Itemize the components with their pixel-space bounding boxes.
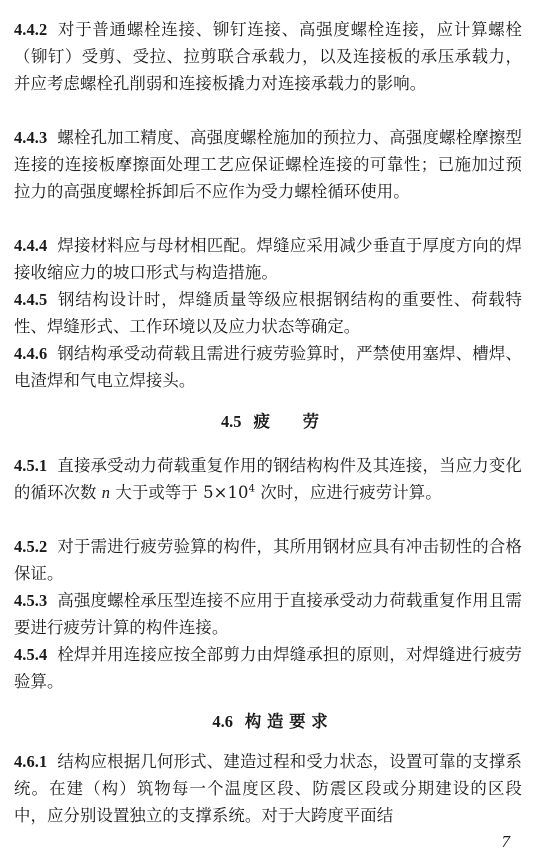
clause-4-4-3 <box>14 124 522 205</box>
clause-4-4-2 <box>14 16 522 97</box>
clause-text: 栓焊并用连接应按全部剪力由焊缝承担的原则，对焊缝进行疲劳验算。 <box>14 645 522 691</box>
clause-number: 4.4.6 <box>14 344 48 363</box>
clause-4-5-4 <box>14 641 522 695</box>
clause-4-5-2 <box>14 533 522 587</box>
clause-4-5-1 <box>14 452 522 506</box>
clause-text: 大于或等于 <box>115 483 198 502</box>
section-title: 疲 劳 <box>253 412 320 431</box>
clause-number: 4.4.3 <box>14 128 48 147</box>
clause-4-6-1 <box>14 748 522 829</box>
section-title: 构 造 要 求 <box>244 712 328 731</box>
section-number: 4.5 <box>220 412 242 431</box>
clause-4-4-6 <box>14 340 522 394</box>
clause-number: 4.4.4 <box>14 236 48 255</box>
clause-text: 高强度螺栓承压型连接不应用于直接承受动力荷载重复作用且需要进行疲劳计算的构件连接。 <box>14 591 522 637</box>
clause-number: 4.5.4 <box>14 645 48 664</box>
clause-number: 4.5.2 <box>14 537 48 556</box>
clause-number: 4.4.5 <box>14 290 48 309</box>
clause-text: 焊接材料应与母材相匹配。焊缝应采用减少垂直于厚度方向的焊接收缩应力的坡口形式与构造措施。 <box>14 236 522 282</box>
clause-text: 对于需进行疲劳验算的构件，其所用钢材应具有冲击韧性的合格保证。 <box>14 537 522 583</box>
clause-number: 4.6.1 <box>14 752 48 771</box>
cycle-count-base: 5×10 <box>203 483 249 502</box>
clause-4-4-4 <box>14 232 522 286</box>
variable-n: n <box>101 483 111 502</box>
clause-number: 4.5.3 <box>14 591 48 610</box>
clause-text: 结构应根据几何形式、建造过程和受力状态，设置可靠的支撑系统。在建（构）筑物每一个温度区段、防震区段或分期建设的区段中，应分别设置独立的支撑系统。对于大跨度平面结 <box>14 752 522 825</box>
clause-4-5-3 <box>14 587 522 641</box>
clause-text: 钢结构承受动荷载且需进行疲劳验算时，严禁使用塞焊、槽焊、电渣焊和气电立焊接头。 <box>14 344 522 390</box>
cycle-count-exponent: 4 <box>248 483 256 495</box>
clause-4-4-5 <box>14 286 522 340</box>
page-number: 7 <box>501 832 510 851</box>
section-heading-4-5 <box>0 408 540 435</box>
clause-text: 对于普通螺栓连接、铆钉连接、高强度螺栓连接，应计算螺栓（铆钉）受剪、受拉、拉剪联合承载力，以及连接板的承压承载力，并应考虑螺栓孔削弱和连接板撬力对连接承载力的影响。 <box>14 20 522 93</box>
cycle-count-value <box>203 483 255 502</box>
clause-number: 4.5.1 <box>14 456 48 475</box>
clause-text: 直接承受动力荷载重复作用的钢结构构件及其连接，当应力变化的循环次数 <box>14 456 522 502</box>
clause-text: 螺栓孔加工精度、高强度螺栓施加的预拉力、高强度螺栓摩擦型连接的连接板摩擦面处理工艺应保证螺栓连接的可靠性；已施加过预拉力的高强度螺栓拆卸后不应作为受力螺栓循环使用。 <box>14 128 522 201</box>
clause-number: 4.4.2 <box>14 20 48 39</box>
clause-text: 钢结构设计时，焊缝质量等级应根据钢结构的重要性、荷载特性、焊缝形式、工作环境以及应力状态等确定。 <box>14 290 522 336</box>
section-heading-4-6 <box>0 708 540 735</box>
clause-text: 次时，应进行疲劳计算。 <box>260 483 442 502</box>
section-number: 4.6 <box>212 712 233 731</box>
